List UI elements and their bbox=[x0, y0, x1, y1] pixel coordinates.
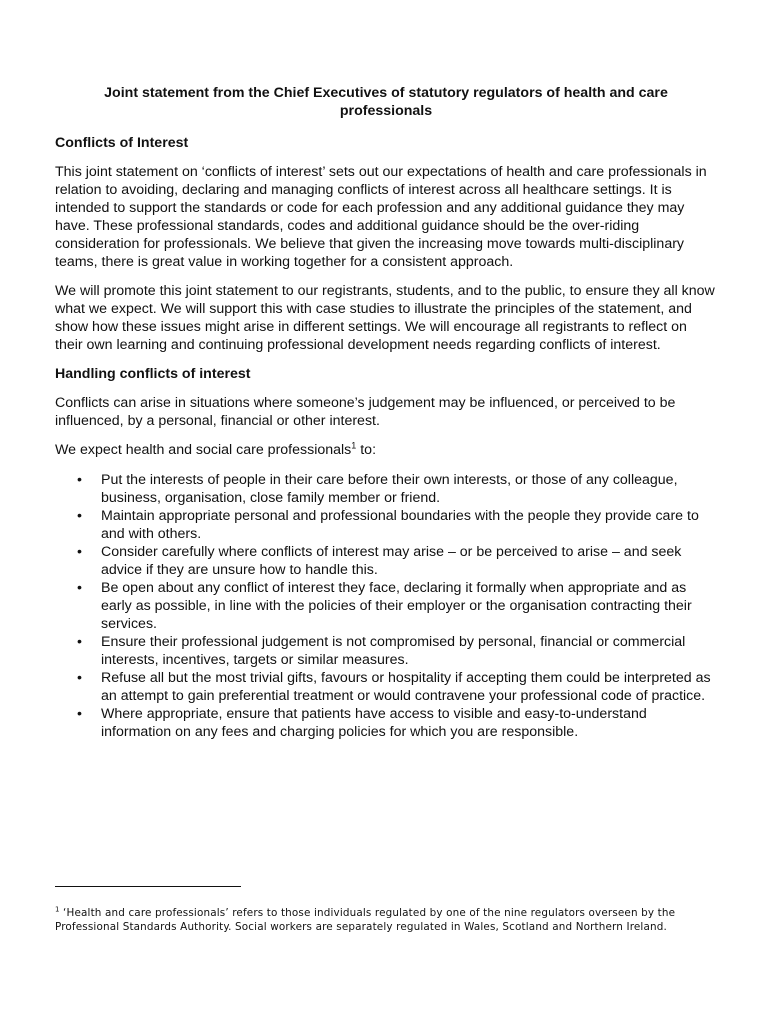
footnote-marker: 1 bbox=[55, 905, 60, 914]
footnote bbox=[55, 906, 725, 934]
list-item bbox=[55, 579, 717, 633]
bullet-icon: • bbox=[77, 508, 82, 524]
list-item bbox=[55, 669, 717, 705]
list-item bbox=[55, 633, 717, 669]
footnote-text: ‘Health and care professionals’ refers to those individuals regulated by one of the nine regulators overseen by the Professional Standards Authority. Social workers are separately regulated in Wales, Scotland and Northern Ireland. bbox=[55, 907, 676, 933]
list-item bbox=[55, 705, 717, 741]
list-item-text: Consider carefully where conflicts of interest may arise – or be perceived to arise – and seek advice if they are unsure how to handle this. bbox=[101, 544, 682, 578]
footnote-reference[interactable]: 1 bbox=[351, 440, 357, 451]
bullet-icon: • bbox=[77, 544, 82, 560]
section-heading-handling: Handling conflicts of interest bbox=[55, 366, 251, 382]
expectation-intro-suffix: to: bbox=[356, 442, 377, 458]
bullet-icon: • bbox=[77, 670, 82, 686]
list-item bbox=[55, 507, 717, 543]
bullet-icon: • bbox=[77, 634, 82, 650]
paragraph-promotion: We will promote this joint statement to our registrants, students, and to the public, to ensure they all know what we expect. We will support this with case studies to illustrate the principles of the statement, and show how these issues might arise in different settings. We will encourage all registrants to reflect on their own learning and continuing professional development needs regarding conflicts of interest. bbox=[55, 283, 715, 353]
bullet-icon: • bbox=[77, 580, 82, 596]
bullet-icon: • bbox=[77, 706, 82, 722]
section-heading-conflicts: Conflicts of Interest bbox=[55, 135, 189, 151]
footnote-separator bbox=[55, 886, 241, 887]
list-item-text: Refuse all but the most trivial gifts, favours or hospitality if accepting them could be interpreted as an attempt to gain preferential treatment or would contravene your professional code of practice. bbox=[101, 670, 711, 704]
document-page bbox=[55, 84, 717, 741]
list-item bbox=[55, 543, 717, 579]
bullet-icon: • bbox=[77, 472, 82, 488]
expectation-intro-text: We expect health and social care professionals bbox=[55, 442, 352, 458]
list-item-text: Ensure their professional judgement is not compromised by personal, financial or commercial interests, incentives, targets or similar measures. bbox=[101, 634, 686, 668]
list-item-text: Put the interests of people in their care before their own interests, or those of any colleague, business, organisation, close family member or friend. bbox=[101, 472, 678, 506]
paragraph-intro: This joint statement on ‘conflicts of interest’ sets out our expectations of health and care professionals in relation to avoiding, declaring and managing conflicts of interest across all healthcare settings. It is intended to support the standards or code for each profession and any additional guidance they may have. These professional standards, codes and additional guidance should be the over-riding consideration for professionals. We believe that given the increasing move towards multi-disciplinary teams, there is great value in working together for a consistent approach. bbox=[55, 164, 707, 270]
list-item-text: Be open about any conflict of interest they face, declaring it formally when appropriate and as early as possible, in line with the policies of their employer or the organisation contracting their services. bbox=[101, 580, 692, 632]
expectation-intro bbox=[55, 441, 717, 459]
document-title: Joint statement from the Chief Executives of statutory regulators of health and care professionals bbox=[104, 85, 668, 119]
list-item-text: Where appropriate, ensure that patients have access to visible and easy-to-understand information on any fees and charging policies for which you are responsible. bbox=[101, 706, 647, 740]
list-item-text: Maintain appropriate personal and professional boundaries with the people they provide care to and with others. bbox=[101, 508, 699, 542]
list-item bbox=[55, 471, 717, 507]
paragraph-handling: Conflicts can arise in situations where someone’s judgement may be influenced, or perceived to be influenced, by a personal, financial or other interest. bbox=[55, 395, 676, 429]
expectations-list bbox=[55, 471, 717, 741]
